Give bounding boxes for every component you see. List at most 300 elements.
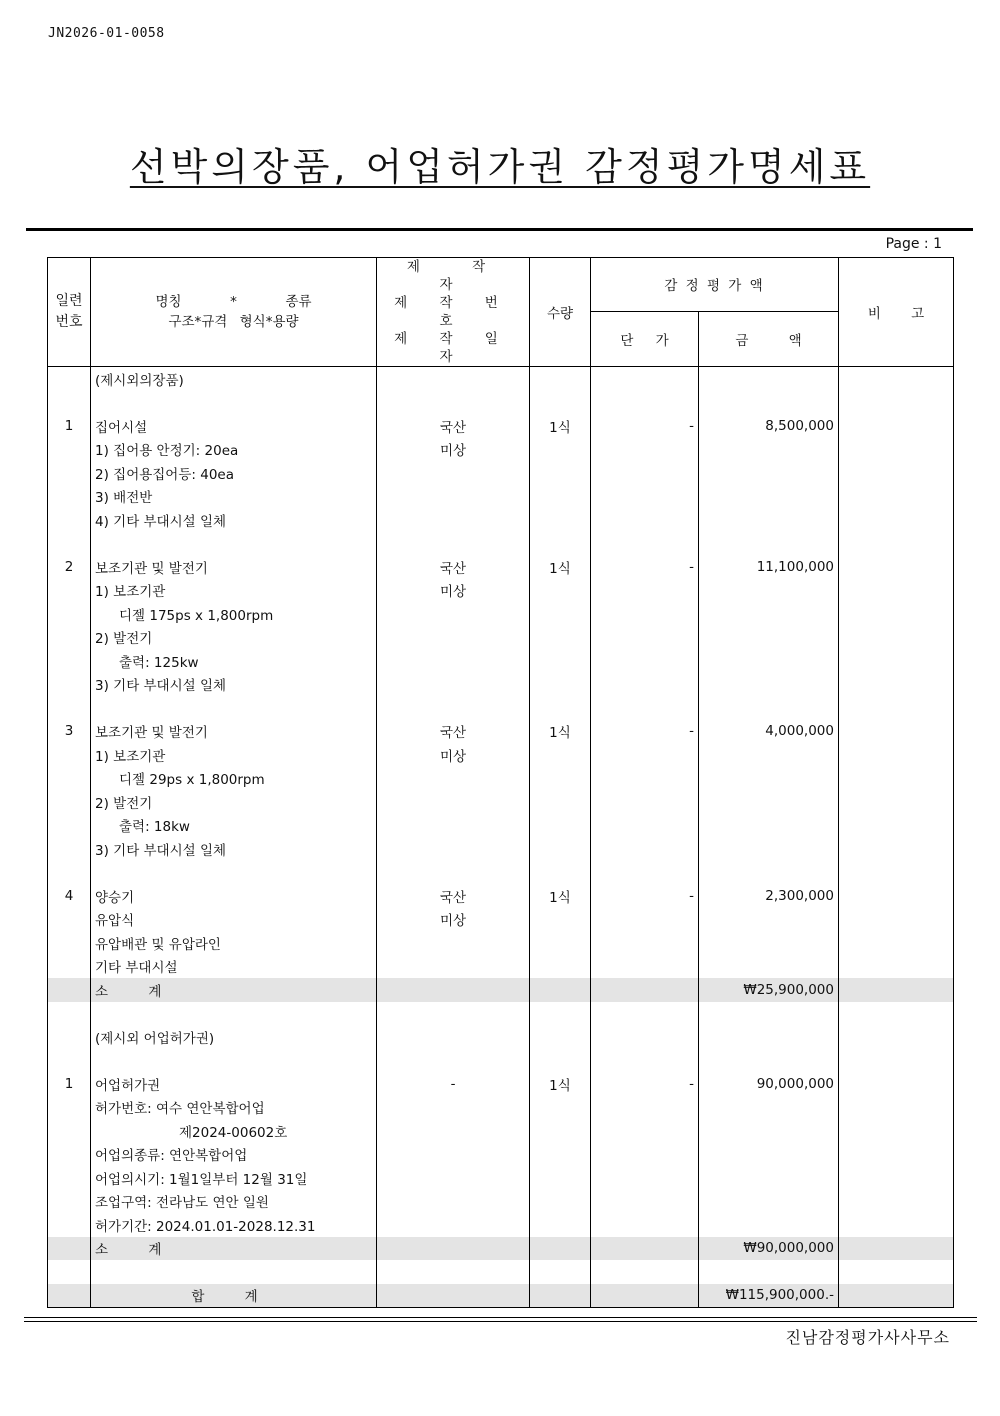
cell-name: 1) 보조기관: [91, 743, 377, 767]
cell-amount: [699, 1260, 839, 1284]
cell-maker: [377, 602, 530, 626]
cell-name: 보조기관 및 발전기: [91, 555, 377, 579]
cell-amount: [699, 1166, 839, 1190]
cell-unit-price: [591, 931, 699, 955]
cell-unit-price: [591, 1190, 699, 1214]
cell-quantity: [530, 626, 591, 650]
table-row: [48, 461, 954, 485]
cell-quantity: [530, 978, 591, 1002]
header-appraisal: 감 정 평 가 액: [591, 258, 839, 312]
cell-name: 조업구역: 전라남도 연안 일원: [91, 1190, 377, 1214]
cell-serial-no: [48, 1002, 91, 1026]
cell-serial-no: 3: [48, 720, 91, 744]
cell-quantity: 1식: [530, 555, 591, 579]
cell-remarks: [839, 861, 954, 885]
cell-quantity: [530, 508, 591, 532]
cell-quantity: [530, 931, 591, 955]
cell-name: 양승기: [91, 884, 377, 908]
table-row: [48, 1096, 954, 1120]
cell-serial-no: [48, 532, 91, 556]
cell-remarks: [839, 1166, 954, 1190]
table-row: [48, 1260, 954, 1284]
cell-name: [91, 391, 377, 415]
cell-maker: [377, 649, 530, 673]
table-row: [48, 1049, 954, 1073]
page-number: Page : 1: [885, 236, 942, 252]
cell-amount: [699, 931, 839, 955]
cell-remarks: [839, 1260, 954, 1284]
cell-serial-no: [48, 602, 91, 626]
cell-serial-no: [48, 837, 91, 861]
cell-unit-price: [591, 743, 699, 767]
cell-serial-no: [48, 649, 91, 673]
table-row: [48, 414, 954, 438]
cell-name: 집어시설: [91, 414, 377, 438]
cell-unit-price: -: [591, 884, 699, 908]
table-row: [48, 555, 954, 579]
table-row: [48, 367, 954, 391]
cell-serial-no: 4: [48, 884, 91, 908]
cell-maker: [377, 1284, 530, 1308]
header-maker-line3: 제 작 일 자: [394, 331, 512, 365]
cell-amount: [699, 649, 839, 673]
cell-quantity: [530, 438, 591, 462]
cell-amount: [699, 626, 839, 650]
cell-name: 1) 집어용 안정기: 20ea: [91, 438, 377, 462]
cell-serial-no: [48, 955, 91, 979]
cell-quantity: [530, 1213, 591, 1237]
cell-name: 4) 기타 부대시설 일체: [91, 508, 377, 532]
table-row: [48, 649, 954, 673]
cell-maker: [377, 767, 530, 791]
cell-remarks: [839, 1119, 954, 1143]
cell-quantity: [530, 743, 591, 767]
cell-quantity: [530, 579, 591, 603]
cell-name: 유압배관 및 유압라인: [91, 931, 377, 955]
cell-name: 제2024-00602호: [91, 1119, 377, 1143]
cell-amount: [699, 814, 839, 838]
cell-unit-price: [591, 1025, 699, 1049]
cell-remarks: [839, 955, 954, 979]
table-row: [48, 1213, 954, 1237]
table-row: [48, 720, 954, 744]
cell-maker: [377, 1119, 530, 1143]
cell-quantity: [530, 908, 591, 932]
cell-quantity: [530, 532, 591, 556]
cell-serial-no: [48, 814, 91, 838]
cell-amount: [699, 908, 839, 932]
header-unit-price: 단 가: [591, 311, 699, 366]
cell-remarks: [839, 884, 954, 908]
cell-maker: [377, 626, 530, 650]
cell-unit-price: [591, 978, 699, 1002]
cell-name: 출력: 18kw: [91, 814, 377, 838]
cell-serial-no: [48, 1096, 91, 1120]
cell-remarks: [839, 1143, 954, 1167]
cell-remarks: [839, 438, 954, 462]
cell-remarks: [839, 720, 954, 744]
cell-amount: [699, 1190, 839, 1214]
cell-quantity: [530, 696, 591, 720]
cell-amount: [699, 1002, 839, 1026]
cell-unit-price: [591, 485, 699, 509]
cell-serial-no: [48, 1284, 91, 1308]
cell-serial-no: [48, 1166, 91, 1190]
cell-remarks: [839, 767, 954, 791]
cell-maker: [377, 1213, 530, 1237]
cell-remarks: [839, 1237, 954, 1261]
cell-amount: [699, 438, 839, 462]
cell-unit-price: [591, 814, 699, 838]
cell-maker: [377, 1190, 530, 1214]
cell-quantity: [530, 861, 591, 885]
header-remarks: 비 고: [839, 258, 954, 367]
cell-remarks: [839, 1049, 954, 1073]
cell-name: 3) 기타 부대시설 일체: [91, 837, 377, 861]
table-row: [48, 743, 954, 767]
cell-remarks: [839, 978, 954, 1002]
table-row: [48, 1284, 954, 1308]
cell-serial-no: [48, 579, 91, 603]
cell-serial-no: [48, 673, 91, 697]
cell-unit-price: [591, 673, 699, 697]
cell-quantity: 1식: [530, 414, 591, 438]
cell-amount: [699, 602, 839, 626]
cell-serial-no: [48, 1237, 91, 1261]
cell-name: 디젤 29ps x 1,800rpm: [91, 767, 377, 791]
cell-maker: [377, 790, 530, 814]
cell-quantity: [530, 1143, 591, 1167]
cell-quantity: [530, 602, 591, 626]
cell-maker: 국산: [377, 720, 530, 744]
cell-unit-price: [591, 438, 699, 462]
cell-serial-no: [48, 908, 91, 932]
cell-maker: [377, 814, 530, 838]
cell-serial-no: [48, 1143, 91, 1167]
cell-unit-price: [591, 1049, 699, 1073]
cell-serial-no: 2: [48, 555, 91, 579]
table-row: [48, 1025, 954, 1049]
cell-quantity: [530, 1096, 591, 1120]
cell-remarks: [839, 579, 954, 603]
cell-name: 2) 집어용집어등: 40ea: [91, 461, 377, 485]
cell-remarks: [839, 837, 954, 861]
cell-name: 2) 발전기: [91, 790, 377, 814]
cell-name: 소 계: [91, 978, 377, 1002]
cell-unit-price: [591, 508, 699, 532]
cell-name: 기타 부대시설: [91, 955, 377, 979]
header-name-line2: 구조*규격 형식*용량: [168, 314, 299, 330]
table-row: [48, 1119, 954, 1143]
cell-amount: [699, 743, 839, 767]
table-row: [48, 1166, 954, 1190]
footer-divider: [24, 1317, 977, 1318]
cell-name: (제시외 어업허가권): [91, 1025, 377, 1049]
cell-quantity: [530, 1025, 591, 1049]
cell-remarks: [839, 790, 954, 814]
table-row: [48, 767, 954, 791]
cell-maker: 미상: [377, 743, 530, 767]
office-name: 진남감정평가사사무소: [785, 1328, 950, 1347]
cell-amount: [699, 837, 839, 861]
cell-unit-price: -: [591, 720, 699, 744]
cell-maker: 미상: [377, 438, 530, 462]
cell-serial-no: [48, 767, 91, 791]
cell-serial-no: 1: [48, 1072, 91, 1096]
cell-remarks: [839, 532, 954, 556]
table-row: [48, 814, 954, 838]
cell-unit-price: [591, 579, 699, 603]
cell-unit-price: [591, 1002, 699, 1026]
cell-amount: [699, 1119, 839, 1143]
cell-remarks: [839, 367, 954, 391]
table-row: [48, 884, 954, 908]
title-text: 선박의장품, 어업허가권 감정평가명세표: [129, 145, 871, 189]
cell-quantity: [530, 1190, 591, 1214]
cell-serial-no: [48, 1025, 91, 1049]
cell-maker: [377, 1237, 530, 1261]
cell-quantity: 1식: [530, 884, 591, 908]
cell-unit-price: [591, 626, 699, 650]
cell-unit-price: [591, 649, 699, 673]
cell-maker: [377, 1049, 530, 1073]
cell-remarks: [839, 602, 954, 626]
table-row: [48, 626, 954, 650]
cell-maker: [377, 1143, 530, 1167]
cell-remarks: [839, 931, 954, 955]
cell-amount: [699, 1213, 839, 1237]
cell-remarks: [839, 1025, 954, 1049]
cell-serial-no: [48, 1119, 91, 1143]
cell-maker: [377, 673, 530, 697]
table-row: [48, 908, 954, 932]
cell-unit-price: [591, 1096, 699, 1120]
cell-maker: [377, 861, 530, 885]
cell-name: 어업허가권: [91, 1072, 377, 1096]
cell-quantity: [530, 1002, 591, 1026]
header-maker-line2: 제 작 번 호: [394, 295, 512, 329]
cell-unit-price: [591, 461, 699, 485]
cell-remarks: [839, 1213, 954, 1237]
cell-quantity: [530, 814, 591, 838]
table-row: [48, 1002, 954, 1026]
cell-quantity: [530, 790, 591, 814]
cell-amount: [699, 1143, 839, 1167]
cell-remarks: [839, 461, 954, 485]
cell-serial-no: [48, 696, 91, 720]
cell-amount: [699, 391, 839, 415]
cell-maker: 미상: [377, 908, 530, 932]
cell-quantity: [530, 955, 591, 979]
footer-divider-double: [24, 1321, 977, 1322]
table-row: [48, 696, 954, 720]
cell-unit-price: -: [591, 1072, 699, 1096]
cell-name: 어업의종류: 연안복합어업: [91, 1143, 377, 1167]
table-row: [48, 861, 954, 885]
header-name-line1: 명칭 * 종류: [155, 294, 312, 310]
cell-remarks: [839, 1072, 954, 1096]
cell-serial-no: [48, 790, 91, 814]
cell-serial-no: [48, 1190, 91, 1214]
cell-name: [91, 861, 377, 885]
cell-remarks: [839, 485, 954, 509]
cell-amount: 2,300,000: [699, 884, 839, 908]
cell-unit-price: [591, 861, 699, 885]
cell-name: (제시외의장품): [91, 367, 377, 391]
cell-serial-no: [48, 743, 91, 767]
cell-maker: [377, 955, 530, 979]
table-row: [48, 790, 954, 814]
cell-amount: ₩115,900,000.-: [699, 1284, 839, 1308]
cell-amount: [699, 955, 839, 979]
cell-amount: [699, 673, 839, 697]
header-serial-line2: 번호: [55, 314, 83, 330]
cell-maker: [377, 485, 530, 509]
cell-serial-no: [48, 1213, 91, 1237]
cell-remarks: [839, 508, 954, 532]
table-row: [48, 978, 954, 1002]
table-row: [48, 532, 954, 556]
cell-serial-no: [48, 861, 91, 885]
appraisal-table: [47, 257, 954, 1308]
cell-maker: [377, 1166, 530, 1190]
cell-unit-price: [591, 790, 699, 814]
cell-remarks: [839, 908, 954, 932]
cell-amount: [699, 461, 839, 485]
cell-name: 출력: 125kw: [91, 649, 377, 673]
cell-amount: 11,100,000: [699, 555, 839, 579]
cell-name: 합 계: [91, 1284, 377, 1308]
cell-unit-price: [591, 1237, 699, 1261]
cell-unit-price: [591, 1166, 699, 1190]
cell-quantity: [530, 391, 591, 415]
cell-quantity: [530, 461, 591, 485]
cell-serial-no: [48, 931, 91, 955]
cell-name: 허가번호: 여수 연안복합어업: [91, 1096, 377, 1120]
cell-amount: [699, 1025, 839, 1049]
cell-maker: [377, 391, 530, 415]
table-row: [48, 438, 954, 462]
cell-amount: 4,000,000: [699, 720, 839, 744]
cell-remarks: [839, 814, 954, 838]
cell-serial-no: [48, 391, 91, 415]
cell-unit-price: [591, 532, 699, 556]
cell-amount: [699, 767, 839, 791]
cell-name: 3) 배전반: [91, 485, 377, 509]
table-row: [48, 673, 954, 697]
table-row: [48, 602, 954, 626]
cell-remarks: [839, 649, 954, 673]
cell-amount: [699, 532, 839, 556]
cell-amount: ₩90,000,000: [699, 1237, 839, 1261]
table-row: [48, 579, 954, 603]
table-row: [48, 485, 954, 509]
cell-serial-no: [48, 1049, 91, 1073]
cell-unit-price: [591, 955, 699, 979]
cell-maker: [377, 367, 530, 391]
cell-quantity: 1식: [530, 1072, 591, 1096]
cell-amount: 8,500,000: [699, 414, 839, 438]
cell-maker: -: [377, 1072, 530, 1096]
cell-quantity: [530, 767, 591, 791]
cell-serial-no: [48, 978, 91, 1002]
cell-quantity: [530, 649, 591, 673]
cell-maker: [377, 978, 530, 1002]
cell-unit-price: [591, 908, 699, 932]
cell-maker: [377, 1002, 530, 1026]
cell-serial-no: [48, 1260, 91, 1284]
cell-quantity: [530, 367, 591, 391]
cell-unit-price: [591, 602, 699, 626]
document-number: JN2026-01-0058: [48, 26, 165, 41]
cell-maker: [377, 1096, 530, 1120]
cell-name: 3) 기타 부대시설 일체: [91, 673, 377, 697]
cell-amount: [699, 367, 839, 391]
cell-remarks: [839, 626, 954, 650]
cell-maker: [377, 1025, 530, 1049]
cell-quantity: [530, 1166, 591, 1190]
cell-amount: ₩25,900,000: [699, 978, 839, 1002]
document-title: [0, 136, 1000, 191]
cell-serial-no: [48, 508, 91, 532]
title-divider: [26, 228, 973, 231]
cell-remarks: [839, 1096, 954, 1120]
cell-amount: [699, 1049, 839, 1073]
cell-quantity: 1식: [530, 720, 591, 744]
cell-maker: 국산: [377, 555, 530, 579]
cell-name: [91, 1260, 377, 1284]
cell-quantity: [530, 485, 591, 509]
cell-quantity: [530, 1119, 591, 1143]
cell-unit-price: [591, 837, 699, 861]
cell-amount: [699, 1096, 839, 1120]
header-quantity: 수량: [530, 258, 591, 367]
cell-unit-price: [591, 1260, 699, 1284]
cell-remarks: [839, 673, 954, 697]
table-row: [48, 1190, 954, 1214]
table-row: [48, 1072, 954, 1096]
cell-unit-price: -: [591, 555, 699, 579]
cell-remarks: [839, 1284, 954, 1308]
cell-amount: [699, 579, 839, 603]
cell-serial-no: [48, 438, 91, 462]
cell-name: 디젤 175ps x 1,800rpm: [91, 602, 377, 626]
cell-unit-price: [591, 1119, 699, 1143]
header-maker-line1: 제 작 자: [406, 259, 500, 293]
cell-name: 허가기간: 2024.01.01-2028.12.31: [91, 1213, 377, 1237]
cell-remarks: [839, 696, 954, 720]
cell-quantity: [530, 1049, 591, 1073]
cell-unit-price: [591, 696, 699, 720]
cell-name: [91, 532, 377, 556]
cell-serial-no: [48, 367, 91, 391]
cell-amount: [699, 696, 839, 720]
cell-name: [91, 1049, 377, 1073]
cell-maker: [377, 508, 530, 532]
cell-maker: [377, 837, 530, 861]
cell-name: [91, 696, 377, 720]
cell-quantity: [530, 673, 591, 697]
cell-quantity: [530, 1260, 591, 1284]
cell-remarks: [839, 1190, 954, 1214]
cell-quantity: [530, 837, 591, 861]
cell-maker: [377, 1260, 530, 1284]
cell-maker: [377, 461, 530, 485]
cell-maker: 국산: [377, 884, 530, 908]
table-row: [48, 931, 954, 955]
cell-name: 2) 발전기: [91, 626, 377, 650]
cell-maker: [377, 696, 530, 720]
